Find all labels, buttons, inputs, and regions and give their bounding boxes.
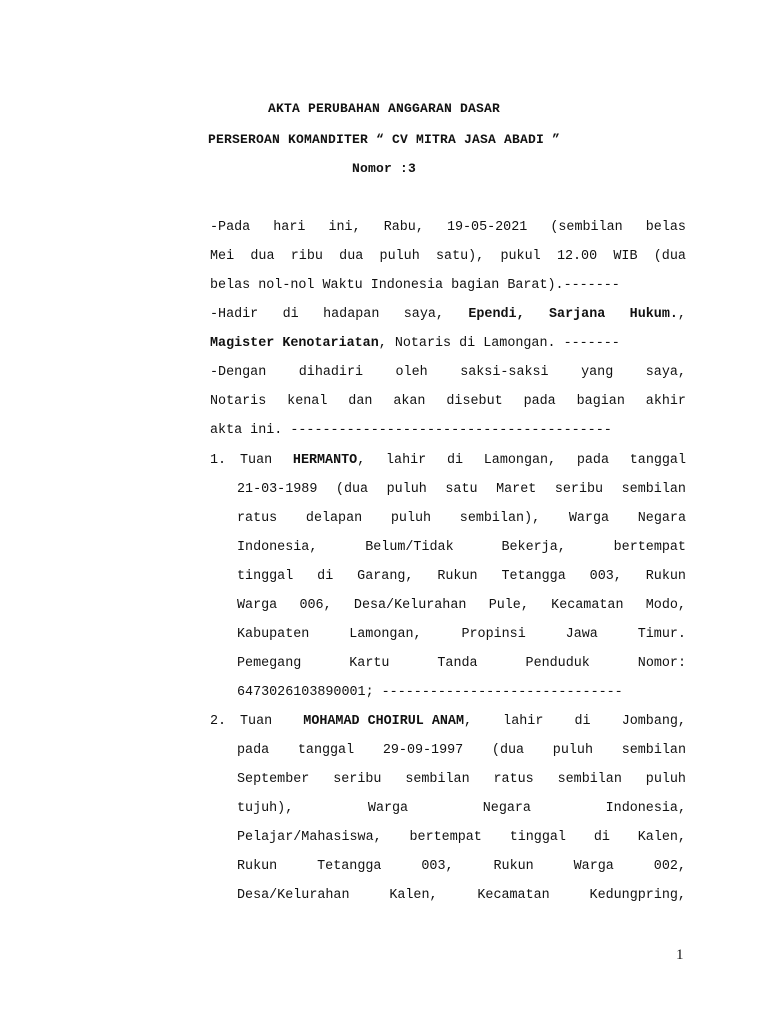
notary-line <box>210 307 686 323</box>
text-fragment: -Hadir <box>210 307 259 322</box>
company-title: PERSEROAN KOMANDITER “ CV MITRA JASA ABADI ” <box>207 132 561 147</box>
word: belas <box>645 220 686 235</box>
word: -Dengan <box>210 365 267 380</box>
text-fragment: di <box>282 307 299 322</box>
word: Rukun <box>237 859 278 874</box>
intro-line <box>210 249 686 265</box>
word: puluh <box>552 743 593 758</box>
word: puluh <box>379 249 420 264</box>
word: Desa/Kelurahan <box>353 598 467 613</box>
word: ribu <box>290 249 323 264</box>
word: Lamongan, <box>349 627 422 642</box>
text-fragment: saya, <box>403 307 444 322</box>
word: ratus <box>493 772 534 787</box>
list-number: 1. <box>210 453 227 468</box>
person-line <box>237 830 686 846</box>
witness-line: akta ini. ---------------------------------------- <box>210 423 612 438</box>
person-line <box>237 627 686 643</box>
word: delapan <box>305 511 363 526</box>
word: September <box>237 772 310 787</box>
word: puluh <box>386 482 427 497</box>
word: Desa/Kelurahan <box>237 888 350 903</box>
person-line <box>237 511 686 527</box>
deed-number: Nomor :3 <box>351 161 416 176</box>
list-number: 2. <box>210 714 227 729</box>
person-line <box>240 714 686 730</box>
word: (sembilan <box>550 220 623 235</box>
word: (dua <box>491 743 525 758</box>
word: seribu <box>554 482 604 497</box>
text-fragment: , <box>464 714 473 729</box>
word: hari <box>273 220 306 235</box>
word: sembilan <box>405 772 470 787</box>
text-fragment: Tuan <box>240 453 273 468</box>
text-fragment: Lamongan, <box>483 453 557 468</box>
notary-line <box>210 336 686 352</box>
word: akhir <box>645 394 686 409</box>
word: Warga <box>367 801 409 816</box>
word: dua <box>250 249 275 264</box>
word: tinggal <box>509 830 566 845</box>
word: Pelajar/Mahasiswa, <box>237 830 382 845</box>
word: yang <box>581 365 614 380</box>
word: Rukun <box>493 859 534 874</box>
word: Jawa <box>565 627 598 642</box>
word: Rukun <box>437 569 478 584</box>
word: Kecamatan <box>551 598 624 613</box>
word: Propinsi <box>461 627 526 642</box>
witness-line <box>210 365 686 381</box>
page-number: 1 <box>676 947 684 963</box>
person-line <box>237 859 686 875</box>
person-line <box>237 888 686 904</box>
word: 003, <box>589 569 622 584</box>
word: ratus <box>237 511 278 526</box>
person-line <box>237 569 686 585</box>
word: Garang, <box>357 569 414 584</box>
word: bagian <box>576 394 625 409</box>
word: sembilan), <box>459 511 541 526</box>
word: WIB <box>613 249 638 264</box>
word: sembilan <box>621 482 686 497</box>
word: Indonesia, <box>605 801 686 816</box>
word: Rukun <box>645 569 686 584</box>
word: bertempat <box>409 830 482 845</box>
person-line <box>237 598 686 614</box>
person-line <box>240 453 686 469</box>
text-fragment: , <box>677 307 686 322</box>
word: 21-03-1989 <box>237 482 318 497</box>
text-fragment: pada <box>576 453 609 468</box>
word: saya, <box>645 365 686 380</box>
word: Tetangga <box>501 569 566 584</box>
word: 006, <box>299 598 332 613</box>
word: pukul <box>500 249 541 264</box>
word: (dua <box>335 482 369 497</box>
person-line <box>237 540 686 556</box>
person-line <box>237 743 686 759</box>
person-line: 6473026103890001; ------------------------------ <box>237 685 623 700</box>
word: Warga <box>568 511 610 526</box>
word: disebut <box>446 394 503 409</box>
text-fragment: lahir <box>503 714 544 729</box>
word: Modo, <box>645 598 686 613</box>
word: bertempat <box>613 540 686 555</box>
text-fragment: , <box>357 453 366 468</box>
word: Kartu <box>349 656 390 671</box>
word: dua <box>339 249 364 264</box>
notary-degree: Hukum. <box>629 307 678 322</box>
word: Notaris <box>210 394 267 409</box>
word: akan <box>393 394 426 409</box>
word: kenal <box>287 394 328 409</box>
word: pada <box>523 394 556 409</box>
word: Kalen, <box>637 830 686 845</box>
word: puluh <box>390 511 432 526</box>
person-line <box>237 656 686 672</box>
word: Penduduk <box>525 656 590 671</box>
notary-name: Ependi, <box>468 307 525 322</box>
word: Timur. <box>637 627 686 642</box>
word: Pemegang <box>237 656 302 671</box>
word: Belum/Tidak <box>365 540 454 555</box>
word: 19-05-2021 <box>446 220 528 235</box>
word: saksi-saksi <box>460 365 549 380</box>
text-fragment: , Notaris di Lamongan. ------- <box>378 336 620 351</box>
intro-line: belas nol-nol Waktu Indonesia bagian Barat).------- <box>210 278 620 293</box>
word: Nomor: <box>637 656 686 671</box>
word: Negara <box>637 511 686 526</box>
text-fragment: Tuan <box>240 714 273 729</box>
notary-title: Magister Kenotariatan <box>210 336 379 351</box>
deed-title: AKTA PERUBAHAN ANGGARAN DASAR <box>267 101 501 116</box>
word: di <box>593 830 610 845</box>
text-fragment: di <box>574 714 591 729</box>
word: Tetangga <box>317 859 382 874</box>
person-name: MOHAMAD CHOIRUL ANAM <box>303 714 464 729</box>
word: 003, <box>421 859 454 874</box>
word: puluh <box>645 772 686 787</box>
word: Negara <box>482 801 531 816</box>
word: Mei <box>210 249 235 264</box>
person-name: HERMANTO <box>292 453 358 468</box>
word: dihadiri <box>298 365 364 380</box>
word: -Pada <box>210 220 251 235</box>
word: 002, <box>653 859 686 874</box>
word: Tanda <box>437 656 478 671</box>
word: Pule, <box>488 598 529 613</box>
intro-line <box>210 220 686 236</box>
person-line <box>237 801 686 817</box>
word: satu), <box>436 249 485 264</box>
word: satu <box>445 482 478 497</box>
text-fragment: lahir <box>386 453 427 468</box>
word: tinggal <box>237 569 294 584</box>
word: tujuh), <box>237 801 294 816</box>
person-line <box>237 482 686 498</box>
person-line <box>237 772 686 788</box>
word: Kedungpring, <box>589 888 686 903</box>
word: tanggal <box>297 743 355 758</box>
word: Kalen, <box>389 888 438 903</box>
text-fragment: di <box>446 453 464 468</box>
word: dan <box>348 394 373 409</box>
word: ini, <box>328 220 361 235</box>
word: Kecamatan <box>477 888 550 903</box>
word: 29-09-1997 <box>382 743 464 758</box>
word: 12.00 <box>556 249 598 264</box>
word: (dua <box>653 249 686 264</box>
word: Maret <box>496 482 537 497</box>
word: Kabupaten <box>237 627 310 642</box>
notary-degree: Sarjana <box>549 307 606 322</box>
word: Warga <box>237 598 278 613</box>
word: sembilan <box>621 743 686 758</box>
word: Bekerja, <box>501 540 566 555</box>
witness-line <box>210 394 686 410</box>
text-fragment: Jombang, <box>621 714 686 729</box>
word: Indonesia, <box>237 540 318 555</box>
word: sembilan <box>557 772 622 787</box>
word: oleh <box>395 365 428 380</box>
word: Warga <box>573 859 614 874</box>
word: seribu <box>333 772 382 787</box>
word: Rabu, <box>383 220 424 235</box>
word: di <box>317 569 334 584</box>
word: pada <box>237 743 270 758</box>
text-fragment: tanggal <box>629 453 686 468</box>
text-fragment: hadapan <box>323 307 380 322</box>
